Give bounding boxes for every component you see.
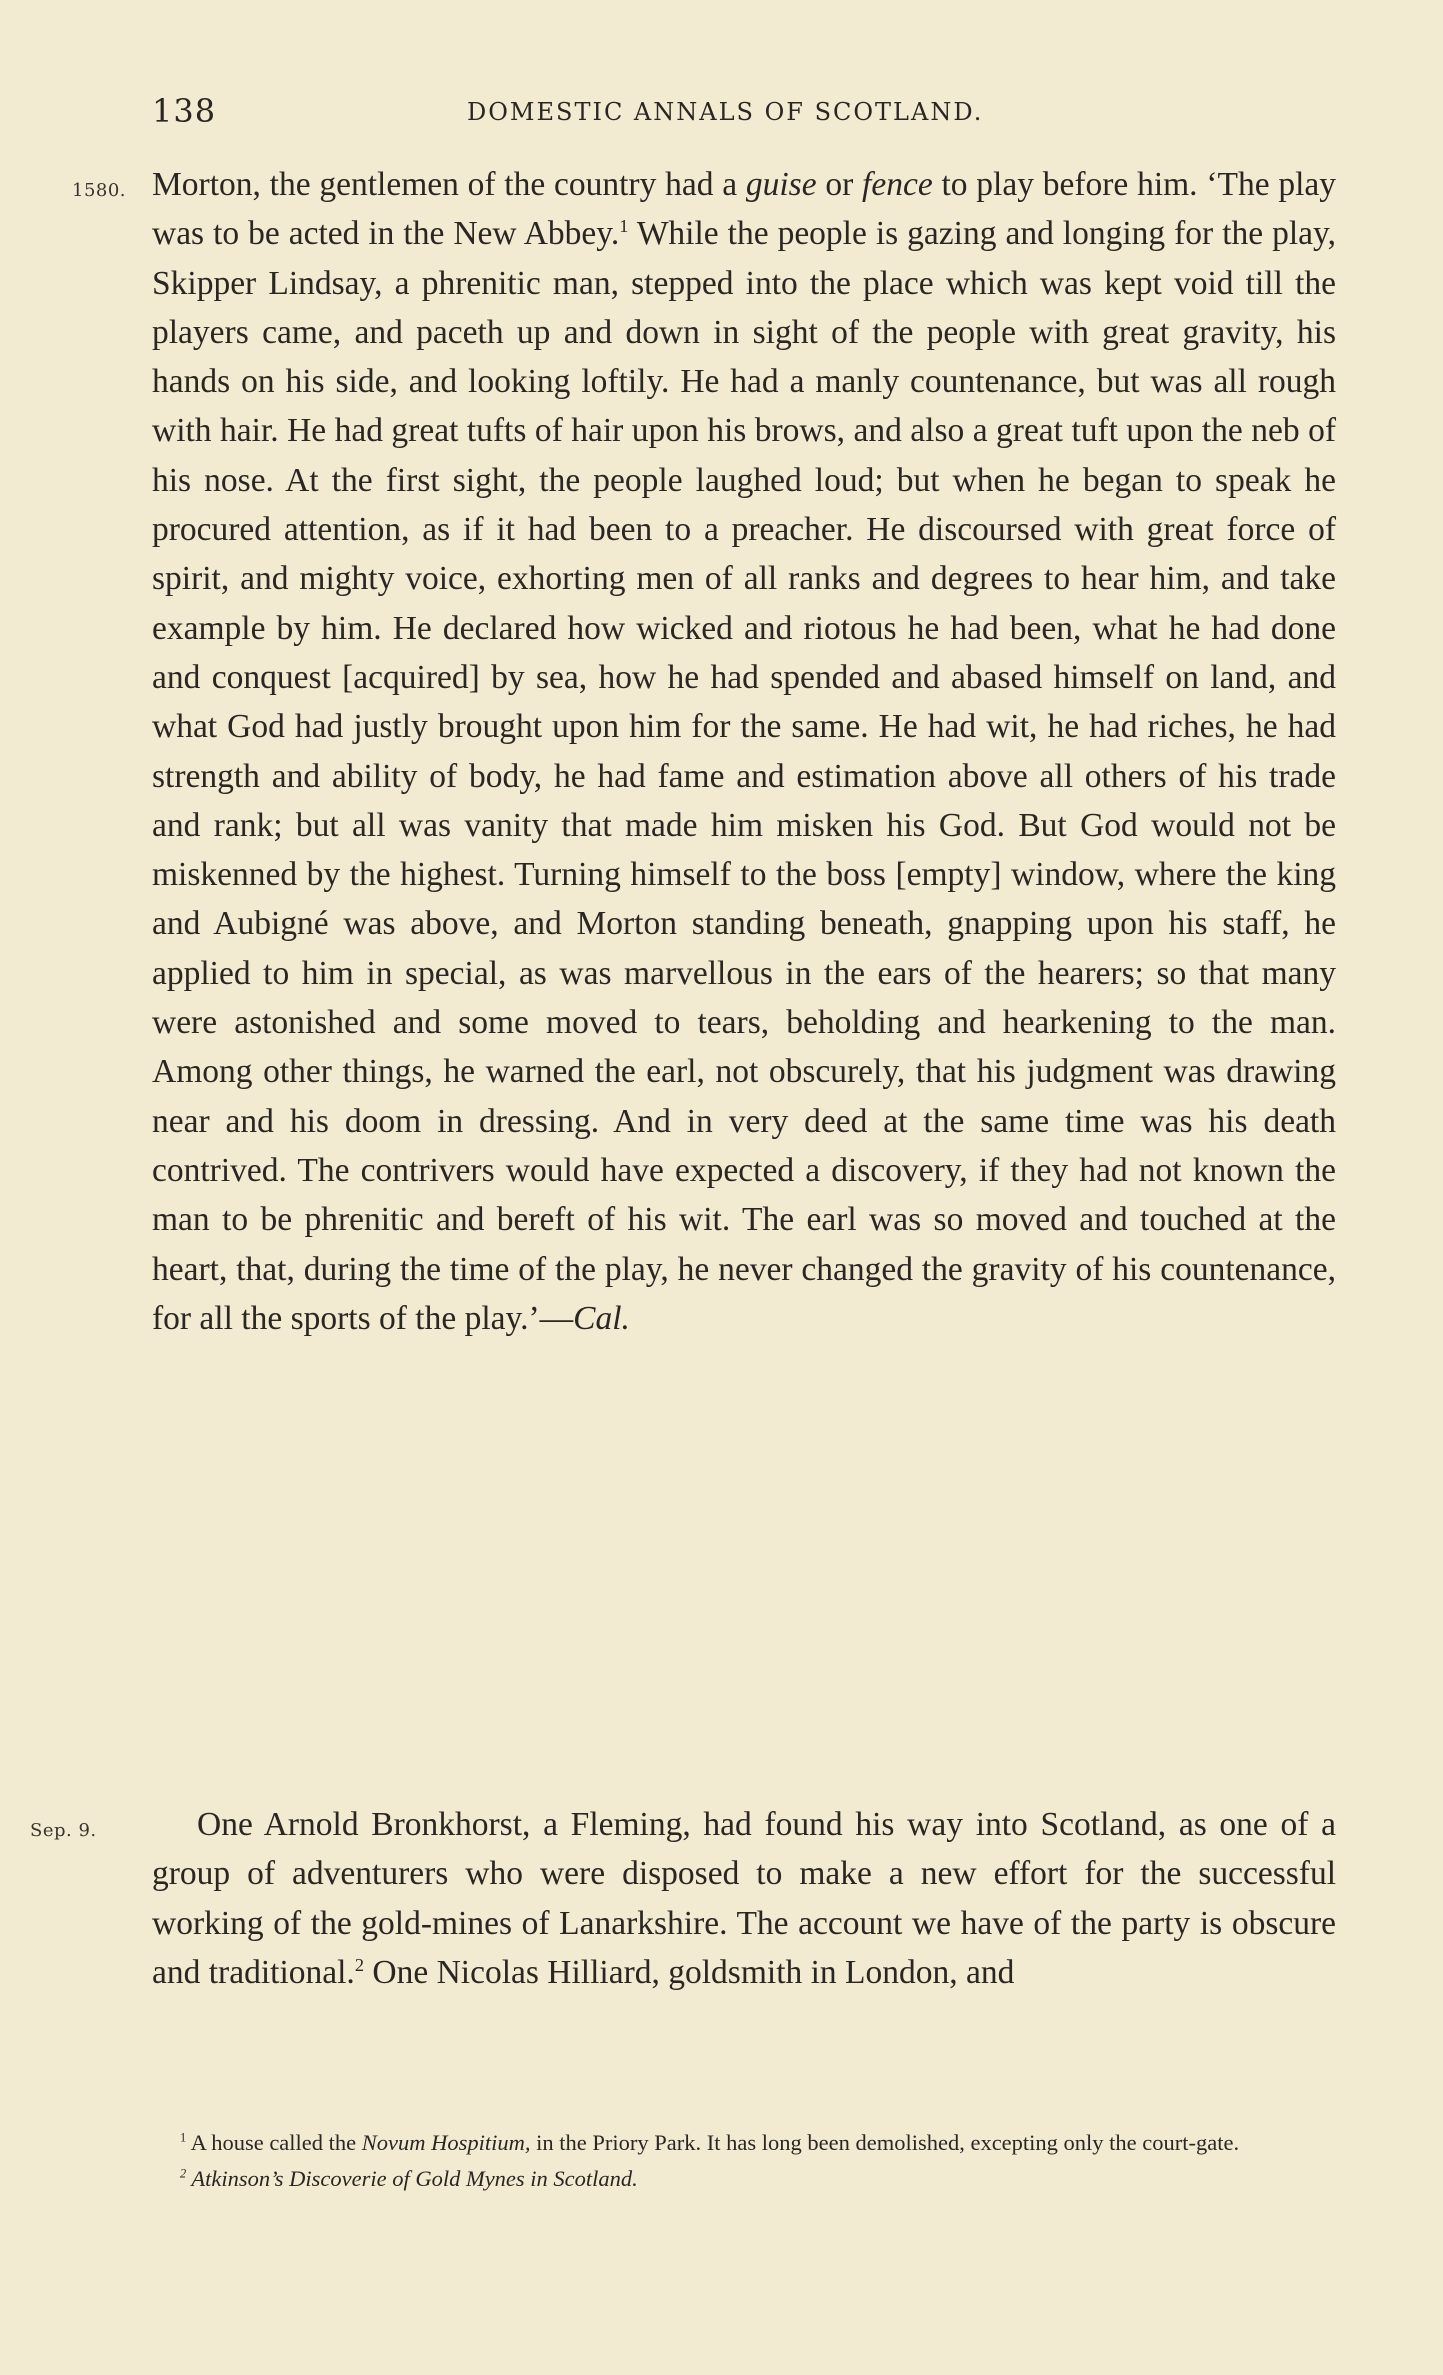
- paragraph-1-text-a: Morton, the gentlemen of the country had a: [152, 166, 746, 203]
- footnote-ref-1[interactable]: 1: [619, 216, 629, 237]
- footnote-ref-2[interactable]: 2: [354, 1954, 365, 1975]
- footnote-1: [152, 2125, 1336, 2161]
- footnote-2-mark: 2: [180, 2166, 187, 2181]
- footnote-2-text: Atkinson’s Discoverie of Gold Mynes in Scotland.: [186, 2166, 638, 2191]
- paragraph-1: [152, 160, 1336, 1343]
- footnote-1-text-b: in the Priory Park. It has long been demolished, excepting only the court-gate.: [530, 2130, 1240, 2155]
- running-title: DOMESTIC ANNALS OF SCOTLAND.: [467, 98, 984, 126]
- page-number: 138: [152, 92, 217, 130]
- paragraph-2-text-a: One Arnold Bronkhorst, a Fleming, had found his way into Scotland, as one of a group of adventurers who were disposed to make a new effort for the successful working of the gold-mines of Lanarkshire. The account we have of the party is obscure and traditional.: [152, 1806, 1336, 1991]
- footnote-1-text-a: A house called the: [186, 2130, 362, 2155]
- footnote-1-italic: Novum Hospitium,: [361, 2130, 531, 2155]
- margin-year: 1580.: [72, 180, 127, 201]
- footnotes: [152, 2125, 1336, 2197]
- paragraph-1-text-or: or: [816, 166, 863, 203]
- page-header: [152, 92, 1336, 132]
- footnote-1-mark: 1: [180, 2130, 187, 2145]
- paragraph-1-text-c: While the people is gazing and longing for the play, Skipper Lindsay, a phrenitic man, stepped into the place which was kept void till the players came, and paceth up and down in sight of the people with great gravity, his hands on his side, and looking loftily. He had a manly countenance, but was all rough with hair. He had great tufts of hair upon his brows, and also a great tuft upon the neb of his nose. At the first sight, the people laughed loud; but when he began to speak he procured attention, as if it had been to a preacher. He discoursed with great force of spirit, and mighty voice, exhorting men of all ranks and degrees to hear him, and take example by him. He declared how wicked and riotous he had been, what he had done and conquest [acquired] by sea, how he had spended and abased himself on land, and what God had justly brought upon him for the same. He had wit, he had riches, he had strength and ability of body, he had fame and estimation above all others of his trade and rank; but all was vanity that made him misken his God. But God would not be miskenned by the highest. Turning himself to the boss [empty] window, where the king and Aubigné was above, and Morton standing beneath, gnapping upon his staff, he applied to him in special, as was marvellous in the ears of the hearers; so that many were astonished and some moved to tears, beholding and hearkening to the man. Among other things, he warned the earl, not obscurely, that his judgment was drawing near and his doom in dressing. And in very deed at the same time was his death contrived. The contrivers would have expected a discovery, if they had not known the man to be phrenitic and bereft of his wit. The earl was so moved and touched at the heart, that, during the time of the play, he never changed the gravity of his countenance, for all the sports of the play.’—: [152, 215, 1336, 1337]
- term-guise: guise: [745, 166, 817, 203]
- paragraph-2-text-b: One Nicolas Hilliard, goldsmith in London, and: [364, 1953, 1015, 1991]
- term-fence: fence: [862, 166, 933, 203]
- margin-date: Sep. 9.: [30, 1820, 97, 1841]
- footnote-2: [152, 2161, 1336, 2197]
- source-citation: Cal.: [573, 1299, 630, 1337]
- paragraph-1-text-b: to play before him. ‘The play was to be acted in the New Abbey.: [152, 166, 1337, 253]
- paragraph-2: [152, 1800, 1336, 1997]
